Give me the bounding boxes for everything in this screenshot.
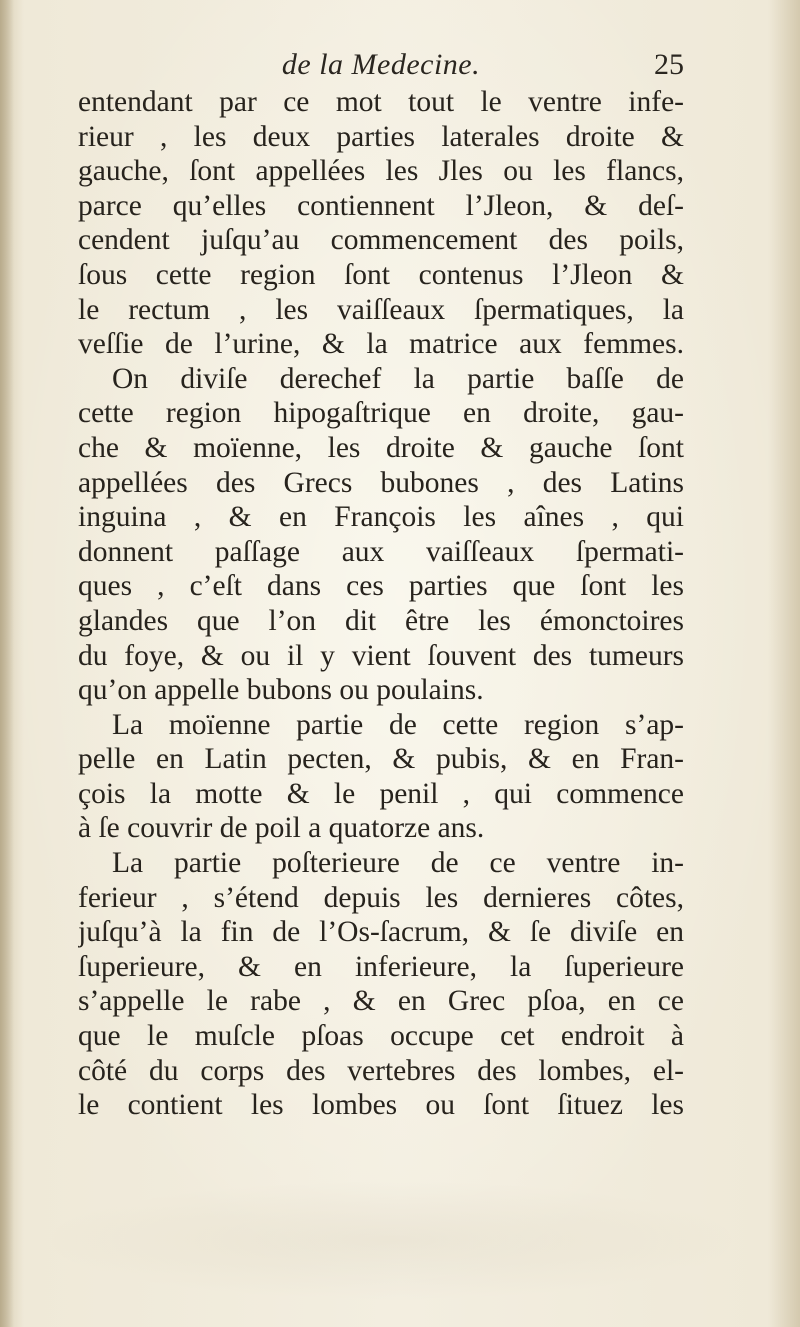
page-header xyxy=(78,42,684,82)
text-line: le contient les lombes ou ſont ſituez les xyxy=(78,1089,684,1122)
text-line: ques , c’eſt dans ces parties que ſont les xyxy=(78,570,684,603)
text-line: qu’on appelle bubons ou poulains. xyxy=(78,674,484,707)
page-number: 25 xyxy=(654,48,684,81)
text-line: ſuperieure, & en inferieure, la ſuperieure xyxy=(78,950,684,983)
text-line: que le muſcle pſoas occupe cet endroit à xyxy=(78,1020,684,1053)
text-line: La partie poſterieure de ce ventre in- xyxy=(112,847,684,880)
text-line: La moïenne partie de cette region s’ap- xyxy=(112,708,684,741)
running-title: de la Medecine. xyxy=(281,48,481,81)
text-line: appellées des Grecs bubones , des Latins xyxy=(78,466,684,499)
text-line: ſous cette region ſont contenus l’Jleon & xyxy=(78,258,684,291)
paragraph xyxy=(78,85,684,362)
text-line: juſqu’à la fin de l’Os-ſacrum, & ſe diviſe en xyxy=(78,916,684,949)
text-line: ferieur , s’étend depuis les dernieres côtes, xyxy=(78,881,684,914)
text-line: çois la motte & le penil , qui commence xyxy=(78,777,684,810)
paper-smudge xyxy=(40,1180,740,1300)
text-line: s’appelle le rabe , & en Grec pſoa, en ce xyxy=(78,985,684,1018)
text-line: On diviſe derechef la partie baſſe de xyxy=(112,362,684,395)
text-line: glandes que l’on dit être les émonctoires xyxy=(78,604,684,637)
body-text xyxy=(78,85,684,1123)
paragraph xyxy=(78,362,684,708)
text-line: che & moïenne, les droite & gauche ſont xyxy=(78,431,684,464)
text-line: parce qu’elles contiennent l’Jleon, & deſ- xyxy=(78,189,684,222)
text-line: donnent paſſage aux vaiſſeaux ſpermati- xyxy=(78,535,684,568)
text-line: veſſie de l’urine, & la matrice aux femmes. xyxy=(78,328,684,361)
text-line: à ſe couvrir de poil a quatorze ans. xyxy=(78,812,485,845)
paragraph xyxy=(78,708,684,846)
text-line: entendant par ce mot tout le ventre infe- xyxy=(78,86,684,118)
text-line: côté du corps des vertebres des lombes, el- xyxy=(78,1054,684,1087)
text-line: cette region hipogaſtrique en droite, gau- xyxy=(78,397,684,430)
text-line: rieur , les deux parties laterales droite & xyxy=(78,120,684,153)
text-line: inguina , & en François les aînes , qui xyxy=(78,501,684,534)
text-line: gauche, ſont appellées les Jles ou les flancs, xyxy=(78,155,684,188)
text-line: le rectum , les vaiſſeaux ſpermatiques, la xyxy=(78,293,684,326)
paragraph xyxy=(78,846,684,1123)
text-line: cendent juſqu’au commencement des poils, xyxy=(78,224,684,257)
text-line: pelle en Latin pecten, & pubis, & en Fran- xyxy=(78,743,684,776)
text-line: du foye, & ou il y vient ſouvent des tumeurs xyxy=(78,639,684,672)
